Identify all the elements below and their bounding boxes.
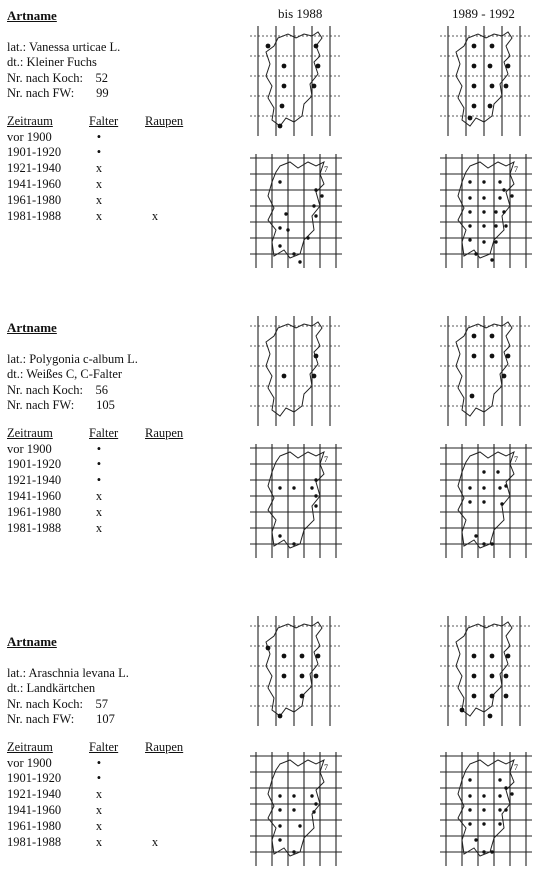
table-row: [7, 145, 205, 161]
period-table: [7, 426, 205, 537]
header-raupen: Raupen: [145, 425, 184, 440]
falter-mark: x: [95, 504, 103, 519]
occurrence-dot: [278, 244, 281, 247]
table-row: [7, 457, 205, 473]
occurrence-dot: [498, 808, 501, 811]
occurrence-dot: [504, 786, 507, 789]
occurrence-dot: [494, 240, 497, 243]
occurrence-dot: [312, 84, 317, 89]
occurrence-dot: [482, 850, 485, 853]
occurrence-dot: [278, 486, 281, 489]
occurrence-dot: [482, 210, 485, 213]
occurrence-dot: [320, 194, 323, 197]
fw-number-line: [7, 398, 227, 414]
raupen-mark: x: [151, 834, 159, 849]
period-cell: 1901-1920: [7, 771, 62, 786]
period-cell: 1981-1988: [7, 834, 62, 849]
header-zeitraum: Zeitraum: [7, 425, 53, 440]
period-cell: 1901-1920: [7, 457, 62, 472]
koch-number: 52: [95, 70, 109, 85]
occurrence-dot: [498, 778, 501, 781]
period-cell: 1941-1960: [7, 803, 62, 818]
period-table-header: [7, 114, 205, 130]
table-row: [7, 442, 205, 458]
falter-mark: x: [95, 489, 103, 504]
occurrence-dot: [490, 694, 495, 699]
occurrence-dot: [286, 228, 289, 231]
grid-lines: [250, 154, 342, 268]
table-row: [7, 520, 205, 536]
occurrence-dot: [300, 674, 305, 679]
falter-mark: x: [95, 192, 103, 207]
occurrence-dot: [282, 64, 287, 69]
region-outline: [458, 452, 514, 548]
occurrence-dot: [498, 486, 501, 489]
fw-number-line: [7, 712, 227, 728]
occurrence-dot: [468, 778, 471, 781]
occurrence-dot: [282, 674, 287, 679]
falter-mark: x: [95, 208, 103, 223]
falter-mark: x: [95, 177, 103, 192]
occurrence-dot: [472, 694, 477, 699]
occurrence-dot: [490, 84, 495, 89]
occurrence-dot: [510, 792, 513, 795]
grid-lines: [440, 616, 532, 726]
header-raupen: Raupen: [145, 739, 184, 754]
period-table-header: [7, 426, 205, 442]
falter-mark: x: [95, 818, 103, 833]
occurrence-dot: [506, 354, 511, 359]
occurrence-dot: [490, 44, 495, 49]
occurrence-dot: [470, 394, 475, 399]
grid-lines: [440, 316, 532, 426]
occurrence-dot: [280, 104, 285, 109]
grid-lines: [250, 316, 342, 426]
header-raupen: Raupen: [145, 113, 184, 128]
fw-label: Nr. nach FW:: [7, 86, 75, 100]
distribution-map-coarse: [440, 612, 532, 730]
fw-number-line: [7, 86, 227, 102]
period-cell: 1941-1960: [7, 489, 62, 504]
latin-name: lat.: Vanessa urticae L.: [7, 39, 121, 54]
falter-mark: x: [95, 161, 103, 176]
distribution-map-coarse: [440, 22, 532, 140]
occurrence-dot: [292, 486, 295, 489]
occurrence-dot: [498, 822, 501, 825]
table-row: [7, 787, 205, 803]
distribution-map-coarse: [440, 312, 532, 430]
occurrence-dot: [300, 654, 305, 659]
occurrence-dot: [474, 252, 477, 255]
koch-number-line: [7, 697, 227, 713]
occurrence-dot: [468, 210, 471, 213]
occurrence-dot: [472, 334, 477, 339]
period-cell: 1921-1940: [7, 473, 62, 488]
occurrence-dot: [490, 850, 493, 853]
map-mark-label: 7: [514, 165, 518, 174]
grid-lines: [440, 154, 532, 268]
occurrence-dot: [278, 794, 281, 797]
falter-mark: x: [95, 834, 103, 849]
artname-heading: Artname: [7, 634, 57, 649]
occurrence-dot: [314, 44, 319, 49]
occurrence-dot: [282, 654, 287, 659]
occurrence-dot: [314, 504, 317, 507]
occurrence-dot: [502, 188, 505, 191]
occurrence-dot: [314, 802, 317, 805]
occurrence-dot: [266, 44, 271, 49]
table-row: [7, 819, 205, 835]
german-name: dt.: Kleiner Fuchs: [7, 55, 97, 69]
occurrence-dot: [472, 44, 477, 49]
period-cell: 1921-1940: [7, 161, 62, 176]
period-cell: 1961-1980: [7, 818, 62, 833]
occurrence-dot: [498, 794, 501, 797]
occurrence-dot: [482, 808, 485, 811]
falter-mark: •: [96, 457, 102, 472]
occurrence-dot: [314, 674, 319, 679]
map-mark-label: 7: [514, 455, 518, 464]
artname-heading: Artname: [7, 8, 57, 23]
german-name: dt.: Landkärtchen: [7, 681, 96, 695]
occurrence-dot: [292, 542, 295, 545]
occurrence-dot: [472, 64, 477, 69]
occurrence-dot: [468, 224, 471, 227]
occurrence-dot: [482, 822, 485, 825]
table-row: [7, 505, 205, 521]
period-cell: 1981-1988: [7, 520, 62, 535]
occurrence-dot: [292, 794, 295, 797]
occurrence-dot: [482, 224, 485, 227]
column-header-bis-1988: bis 1988: [278, 6, 323, 21]
region-outline: [458, 162, 514, 258]
table-row: [7, 473, 205, 489]
occurrence-dot: [496, 470, 499, 473]
occurrence-dot: [490, 258, 493, 261]
falter-mark: x: [95, 520, 103, 535]
period-cell: 1961-1980: [7, 192, 62, 207]
period-table: [7, 740, 205, 851]
distribution-map-fine: [250, 150, 342, 272]
koch-number: 57: [95, 696, 109, 711]
occurrence-dot: [292, 850, 295, 853]
map-mark-label: 7: [324, 165, 328, 174]
fw-label: Nr. nach FW:: [7, 712, 75, 726]
occurrence-dot: [472, 84, 477, 89]
table-row: [7, 208, 205, 224]
fw-number: 99: [96, 86, 109, 100]
header-zeitraum: Zeitraum: [7, 739, 53, 754]
falter-mark: •: [96, 473, 102, 488]
occurrence-dot: [504, 484, 507, 487]
falter-mark: •: [96, 771, 102, 786]
occurrence-dot: [504, 694, 509, 699]
occurrence-dot: [482, 500, 485, 503]
header-falter: Falter: [89, 113, 119, 128]
occurrence-dot: [482, 240, 485, 243]
occurrence-dot: [490, 654, 495, 659]
distribution-map-fine: [250, 748, 342, 870]
region-outline: [268, 162, 324, 258]
occurrence-dot: [502, 374, 507, 379]
table-row: [7, 771, 205, 787]
falter-mark: •: [96, 129, 102, 144]
occurrence-dot: [472, 654, 477, 659]
species-entry: [7, 8, 227, 224]
distribution-map-fine: [440, 748, 532, 870]
occurrence-dot: [502, 210, 505, 213]
period-table: [7, 114, 205, 225]
period-cell: vor 1900: [7, 755, 52, 770]
occurrence-dot: [278, 838, 281, 841]
occurrence-dot: [482, 794, 485, 797]
occurrence-dot: [490, 674, 495, 679]
occurrence-dot: [504, 808, 507, 811]
occurrence-dot: [490, 334, 495, 339]
german-name: dt.: Weißes C, C-Falter: [7, 367, 123, 381]
occurrence-dot: [292, 808, 295, 811]
distribution-map-coarse: [250, 612, 342, 730]
grid-lines: [440, 752, 532, 866]
occurrence-dot: [468, 238, 471, 241]
occurrence-dot: [284, 212, 287, 215]
occurrence-dot: [482, 470, 485, 473]
species-entry: [7, 320, 227, 536]
occurrence-dot: [468, 808, 471, 811]
occurrence-dot: [472, 674, 477, 679]
distribution-map-fine: [250, 440, 342, 562]
region-outline: [458, 760, 514, 856]
raupen-mark: x: [151, 208, 159, 223]
falter-mark: •: [96, 145, 102, 160]
occurrence-dot: [468, 486, 471, 489]
table-row: [7, 161, 205, 177]
occurrence-dot: [482, 486, 485, 489]
occurrence-dot: [278, 808, 281, 811]
distribution-map-coarse: [250, 312, 342, 430]
distribution-map-fine: [440, 440, 532, 562]
occurrence-dot: [494, 224, 497, 227]
map-mark-label: 7: [514, 763, 518, 772]
column-header-1989-1992: 1989 - 1992: [452, 6, 515, 21]
table-row: [7, 803, 205, 819]
occurrence-dot: [316, 64, 321, 69]
occurrence-dot: [266, 646, 271, 651]
occurrence-dot: [310, 794, 313, 797]
occurrence-dot: [314, 354, 319, 359]
occurrence-dot: [312, 810, 315, 813]
occurrence-dot: [482, 180, 485, 183]
table-row: [7, 756, 205, 772]
occurrence-dot: [468, 500, 471, 503]
species-entry: [7, 634, 227, 850]
period-cell: 1981-1988: [7, 208, 62, 223]
koch-number-line: [7, 383, 227, 399]
occurrence-dot: [460, 708, 465, 713]
falter-mark: x: [95, 803, 103, 818]
occurrence-dot: [314, 478, 317, 481]
occurrence-dot: [278, 180, 281, 183]
occurrence-dot: [488, 64, 493, 69]
period-cell: vor 1900: [7, 441, 52, 456]
occurrence-dot: [300, 694, 305, 699]
occurrence-dot: [278, 124, 283, 129]
koch-number-line: [7, 71, 227, 87]
occurrence-dot: [298, 824, 301, 827]
distribution-map-coarse: [250, 22, 342, 140]
falter-mark: •: [96, 755, 102, 770]
distribution-map-fine: [440, 150, 532, 272]
occurrence-dot: [474, 838, 477, 841]
header-zeitraum: Zeitraum: [7, 113, 53, 128]
fw-label: Nr. nach FW:: [7, 398, 75, 412]
artname-heading: Artname: [7, 320, 57, 335]
occurrence-dot: [278, 226, 281, 229]
table-row: [7, 834, 205, 850]
occurrence-dot: [504, 84, 509, 89]
latin-name: lat.: Araschnia levana L.: [7, 665, 129, 680]
map-mark-label: 7: [324, 763, 328, 772]
occurrence-dot: [482, 542, 485, 545]
occurrence-dot: [314, 494, 317, 497]
falter-mark: x: [95, 787, 103, 802]
fw-number: 105: [96, 398, 115, 412]
occurrence-dot: [278, 534, 281, 537]
occurrence-dot: [506, 654, 511, 659]
grid-lines: [250, 444, 342, 558]
table-row: [7, 489, 205, 505]
grid-lines: [250, 26, 342, 136]
occurrence-dot: [482, 196, 485, 199]
fw-number: 107: [96, 712, 115, 726]
occurrence-dot: [474, 534, 477, 537]
occurrence-dot: [306, 236, 309, 239]
occurrence-dot: [506, 64, 511, 69]
occurrence-dot: [468, 794, 471, 797]
occurrence-dot: [494, 210, 497, 213]
occurrence-dot: [488, 104, 493, 109]
region-outline: [268, 452, 324, 548]
occurrence-dot: [510, 194, 513, 197]
period-table-header: [7, 740, 205, 756]
occurrence-dot: [468, 196, 471, 199]
grid-lines: [250, 616, 342, 726]
occurrence-dot: [312, 204, 315, 207]
occurrence-dot: [500, 502, 503, 505]
occurrence-dot: [504, 224, 507, 227]
occurrence-dot: [282, 374, 287, 379]
occurrence-dot: [490, 354, 495, 359]
koch-label: Nr. nach Koch:: [7, 696, 84, 711]
koch-label: Nr. nach Koch:: [7, 382, 84, 397]
occurrence-dot: [282, 84, 287, 89]
occurrence-dot: [468, 822, 471, 825]
occurrence-dot: [314, 214, 317, 217]
grid-lines: [440, 444, 532, 558]
region-outline: [268, 760, 324, 856]
occurrence-dot: [498, 180, 501, 183]
period-cell: 1941-1960: [7, 177, 62, 192]
period-cell: vor 1900: [7, 129, 52, 144]
occurrence-dot: [312, 374, 317, 379]
map-mark-label: 7: [324, 455, 328, 464]
occurrence-dot: [278, 714, 283, 719]
occurrence-dot: [488, 714, 493, 719]
occurrence-dot: [472, 354, 477, 359]
occurrence-dot: [504, 674, 509, 679]
occurrence-dot: [292, 252, 295, 255]
occurrence-dot: [298, 260, 301, 263]
latin-name: lat.: Polygonia c-album L.: [7, 351, 138, 366]
occurrence-dot: [314, 188, 317, 191]
grid-lines: [250, 752, 342, 866]
occurrence-dot: [310, 486, 313, 489]
table-row: [7, 177, 205, 193]
occurrence-dot: [468, 116, 473, 121]
koch-number: 56: [95, 382, 109, 397]
occurrence-dot: [278, 824, 281, 827]
occurrence-dot: [316, 654, 321, 659]
occurrence-dot: [490, 542, 493, 545]
header-falter: Falter: [89, 739, 119, 754]
period-cell: 1901-1920: [7, 145, 62, 160]
occurrence-dot: [498, 196, 501, 199]
table-row: [7, 193, 205, 209]
table-row: [7, 130, 205, 146]
falter-mark: •: [96, 441, 102, 456]
period-cell: 1961-1980: [7, 504, 62, 519]
grid-lines: [440, 26, 532, 136]
occurrence-dot: [472, 104, 477, 109]
occurrence-dot: [468, 180, 471, 183]
period-cell: 1921-1940: [7, 787, 62, 802]
koch-label: Nr. nach Koch:: [7, 70, 84, 85]
header-falter: Falter: [89, 425, 119, 440]
